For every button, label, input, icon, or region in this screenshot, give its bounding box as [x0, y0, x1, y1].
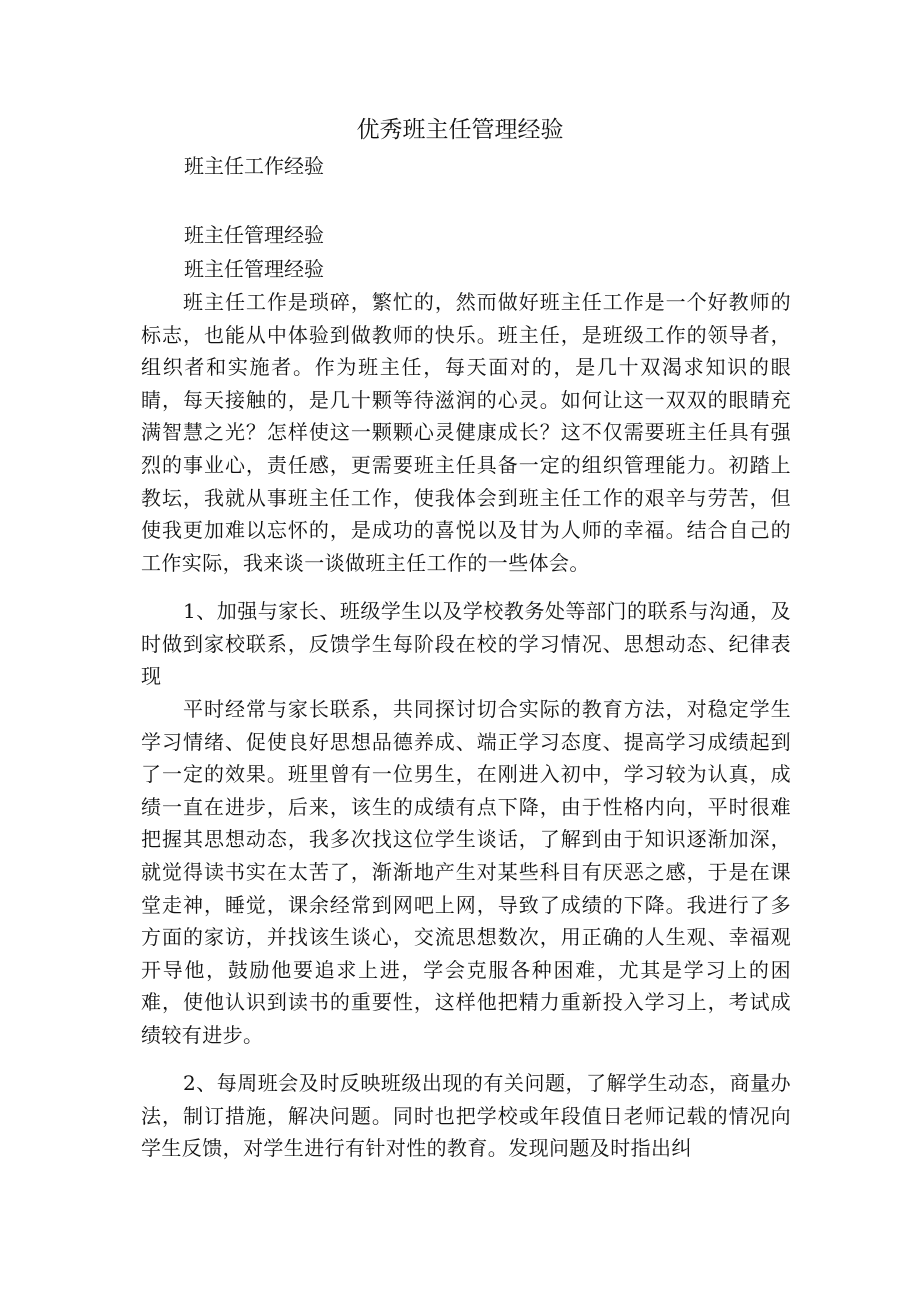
section-heading-work-experience: 班主任工作经验: [184, 154, 324, 178]
paragraph-point-1: 1、加强与家长、班级学生以及学校教务处等部门的联系与沟通，及时做到家校联系，反馈学生每阶段在校的学习情况、思想动态、纪律表现: [141, 599, 791, 689]
paragraph-intro: 班主任工作是琐碎，繁忙的，然而做好班主任工作是一个好教师的标志，也能从中体验到做教师的快乐。班主任，是班级工作的领导者，组织者和实施者。作为班主任，每天面对的，是几十双渴求知识的眼睛，每天接触的，是几十颗等待滋润的心灵。如何让这一双双的眼睛充满智慧之光？怎样使这一颗颗心灵健康成长？这不仅需要班主任具有强烈的事业心，责任感，更需要班主任具备一定的组织管理能力。初踏上教坛，我就从事班主任工作，使我体会到班主任工作的艰辛与劳苦，但使我更加难以忘怀的，是成功的喜悦以及甘为人师的幸福。结合自己的工作实际，我来谈一谈做班主任工作的一些体会。: [141, 290, 791, 575]
document-title: 优秀班主任管理经验: [356, 117, 564, 143]
paragraph-point-2: 2、每周班会及时反映班级出现的有关问题，了解学生动态，商量办法，制订措施，解决问题。同时也把学校或年段值日老师记载的情况向学生反馈，对学生进行有针对性的教育。发现问题及时指出纠: [141, 1071, 791, 1161]
section-heading-management-experience: 班主任管理经验: [184, 223, 324, 247]
paragraph-parent-contact: 平时经常与家长联系，共同探讨切合实际的教育方法，对稳定学生学习情绪、促使良好思想品德养成、端正学习态度、提高学习成绩起到了一定的效果。班里曾有一位男生，在刚进入初中，学习较为认真，成绩一直在进步，后来，该生的成绩有点下降，由于性格内向，平时很难把握其思想动态，我多次找这位学生谈话，了解到由于知识逐渐加深，就觉得读书实在太苦了，渐渐地产生对某些科目有厌恶之感，于是在课堂走神，睡觉，课余经常到网吧上网，导致了成绩的下降。我进行了多方面的家访，并找该生谈心，交流思想数次，用正确的人生观、幸福观开导他，鼓励他要追求上进，学会克服各种困难，尤其是学习上的困难，使他认识到读书的重要性，这样他把精力重新投入学习上，考试成绩较有进步。: [141, 697, 791, 1047]
section-heading-management-experience-repeat: 班主任管理经验: [184, 257, 324, 281]
